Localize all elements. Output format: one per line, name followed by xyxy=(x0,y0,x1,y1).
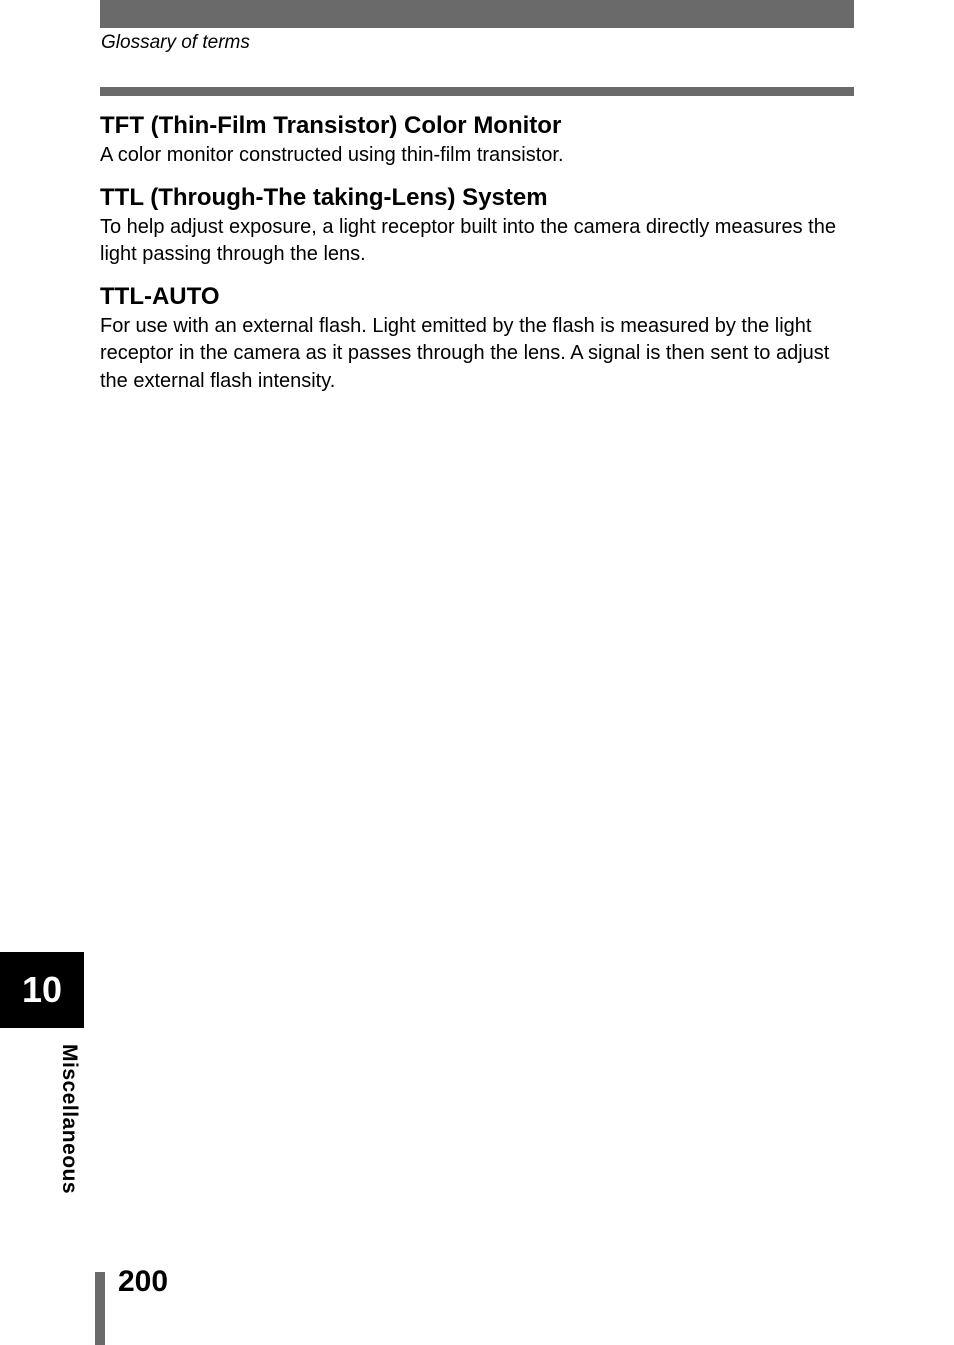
term-heading: TTL (Through-The taking-Lens) System xyxy=(100,183,548,211)
chapter-name: Miscellaneous xyxy=(58,1044,81,1195)
glossary-entry xyxy=(100,110,856,170)
term-definition: For use with an external flash. Light emitted by the flash is measured by the light receptor in the camera as it passes through the lens. A signal is then sent to adjust the external flash intensity. xyxy=(100,314,830,392)
term-heading: TTL-AUTO xyxy=(100,282,220,310)
term-definition: A color monitor constructed using thin-film transistor. xyxy=(100,144,564,166)
glossary-entry xyxy=(100,182,856,269)
page-number: 200 xyxy=(118,1265,169,1298)
header-rule xyxy=(100,87,854,96)
term-definition: To help adjust exposure, a light receptor built into the camera directly measures the light passing through the lens. xyxy=(100,215,836,265)
running-header: Glossary of terms xyxy=(101,32,250,53)
glossary-content xyxy=(100,110,856,395)
page-number-bar xyxy=(95,1272,105,1345)
glossary-entry xyxy=(100,281,856,396)
header-bar xyxy=(100,0,854,28)
chapter-tab: 10 xyxy=(0,952,84,1028)
term-heading: TFT (Thin-Film Transistor) Color Monitor xyxy=(100,112,562,139)
